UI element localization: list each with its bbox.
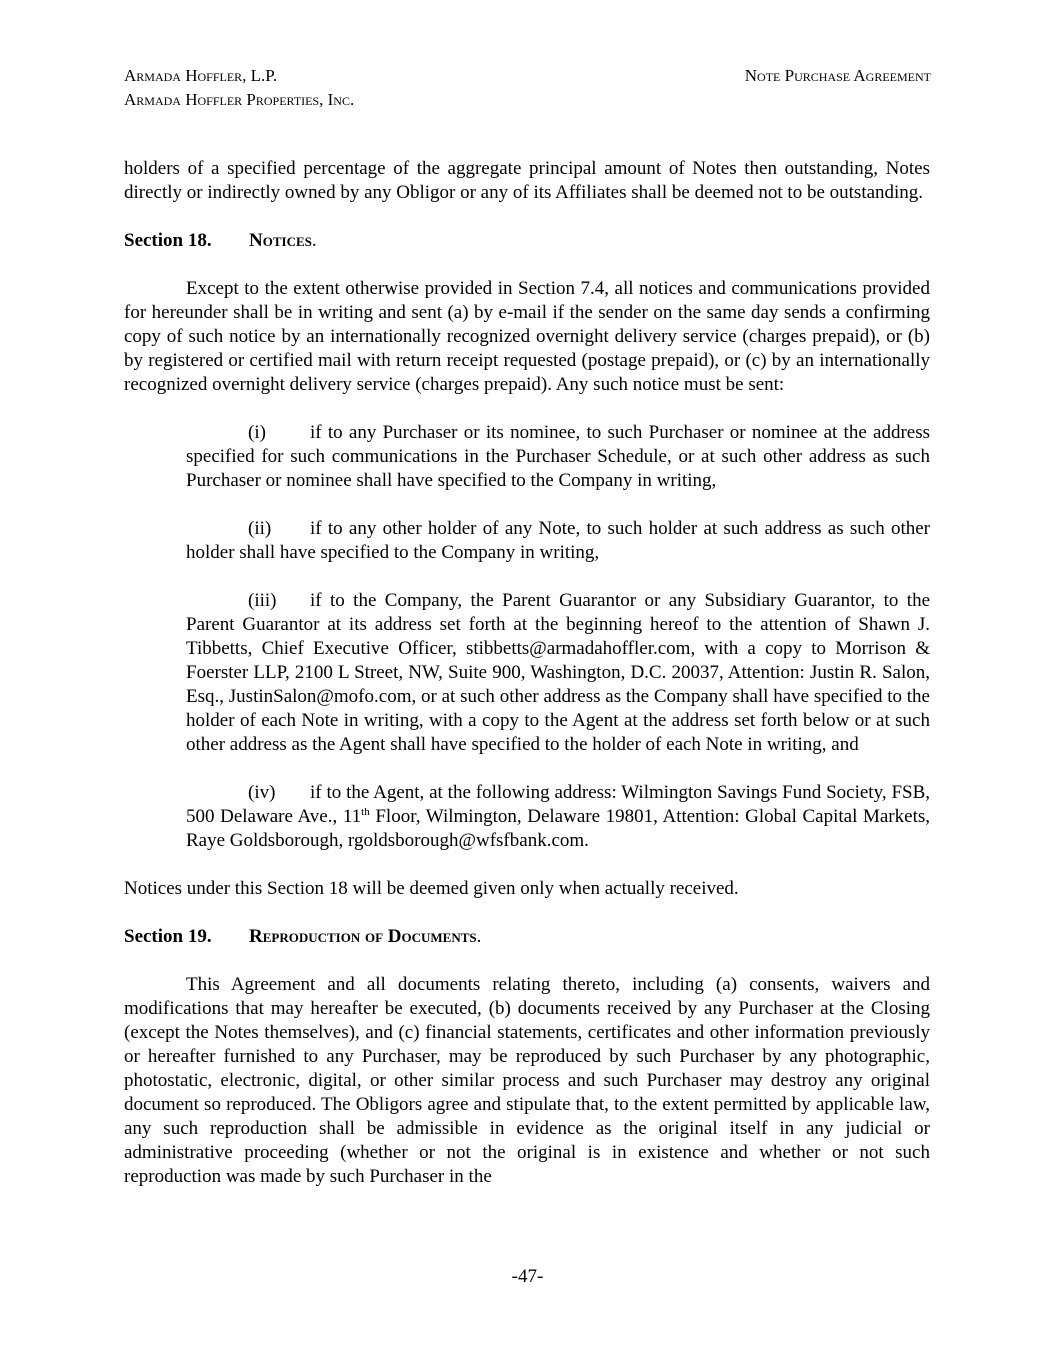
notice-item-iv	[186, 781, 930, 853]
header-left	[124, 64, 354, 112]
section-18-heading: Section 18. Notices.	[124, 230, 317, 251]
section-19-heading: Section 19. Reproduction of Documents.	[124, 926, 482, 947]
document-body	[124, 157, 930, 1189]
notice-item-ii	[186, 517, 930, 565]
section-19-body: This Agreement and all documents relating thereto, including (a) consents, waivers and modifications that may hereafter be executed, (b) documents received by any Purchaser at the Closing (except the Notes themselves), and (c) financial statements, certificates and other information previously or hereafter furnished to any Purchaser, may be reproduced by such Purchaser by any photographic, photostatic, electronic, digital, or other similar process and such Purchaser may destroy any original document so reproduced. The Obligors agree and stipulate that, to the extent permitted by applicable law, any such reproduction shall be admissible in evidence as the original itself in any judicial or administrative proceeding (whether or not the original is in existence and whether or not such reproduction was made by such Purchaser in the	[124, 974, 930, 1187]
section-18-closing: Notices under this Section 18 will be deemed given only when actually received.	[124, 878, 739, 899]
notice-item-iii	[186, 589, 930, 757]
section-18-number: Section 18.	[124, 230, 212, 251]
notice-item-ii-text: if to any other holder of any Note, to such holder at such address as such other holder shall have specified to the Company in writing,	[186, 518, 930, 563]
notice-item-i-label: (i)	[248, 422, 266, 443]
notice-item-iv-text-after: Floor, Wilmington, Delaware 19801, Attention: Global Capital Markets, Raye Goldsborough, rgoldsborough@wfsfbank.com.	[186, 806, 930, 851]
header-document-title: Note Purchase Agreement	[744, 66, 931, 85]
notice-item-iv-label: (iv)	[248, 782, 276, 803]
notice-item-iii-text: if to the Company, the Parent Guarantor or any Subsidiary Guarantor, to the Parent Guarantor at its address set forth at the beginning hereof to the attention of Shawn J. Tibbetts, Chief Executive Officer, stibbetts@armadahoffler.com, with a copy to Morrison & Foerster LLP, 2100 L Street, NW, Suite 900, Washington, D.C. 20037, Attention: Justin R. Salon, Esq., JustinSalon@mofo.com, or at such other address as the Company shall have specified to the holder of each Note in writing, with a copy to the Agent at the address set forth below or at such other address as the Agent shall have specified to the holder of each Note in writing, and	[186, 590, 930, 755]
section-19-number: Section 19.	[124, 926, 212, 947]
notice-item-ii-label: (ii)	[248, 518, 272, 539]
header-entity-2: Armada Hoffler Properties, Inc.	[124, 90, 355, 109]
section-19-title: Reproduction of Documents	[249, 926, 477, 947]
continuation-paragraph: holders of a specified percentage of the aggregate principal amount of Notes then outstanding, Notes directly or indirectly owned by any Obligor or any of its Affiliates shall be deemed not to be outstanding.	[124, 158, 930, 203]
notice-item-i-text: if to any Purchaser or its nominee, to such Purchaser or nominee at the address specified for such communications in the Purchaser Schedule, or at such other address as such Purchaser or nominee shall have specified to the Company in writing,	[186, 422, 930, 491]
section-18-intro: Except to the extent otherwise provided in Section 7.4, all notices and communications provided for hereunder shall be in writing and sent (a) by e-mail if the sender on the same day sends a confirming copy of such notice by an internationally recognized overnight delivery service (charges prepaid), or (b) by registered or certified mail with return receipt requested (postage prepaid), or (c) by an internationally recognized overnight delivery service (charges prepaid). Any such notice must be sent:	[124, 278, 930, 395]
header-entity-1: Armada Hoffler, L.P.	[124, 66, 278, 85]
section-18-title: Notices	[249, 230, 312, 251]
page-header	[124, 64, 931, 112]
notice-item-iv-superscript: th	[361, 806, 370, 818]
notice-item-iii-label: (iii)	[248, 590, 277, 611]
notice-item-i	[186, 421, 930, 493]
page-number: -47-	[511, 1266, 544, 1287]
notice-item-iv-text-before: if to the Agent, at the following address: Wilmington Savings Fund Society, FSB, 500 Delaware Ave., 11	[186, 782, 930, 827]
